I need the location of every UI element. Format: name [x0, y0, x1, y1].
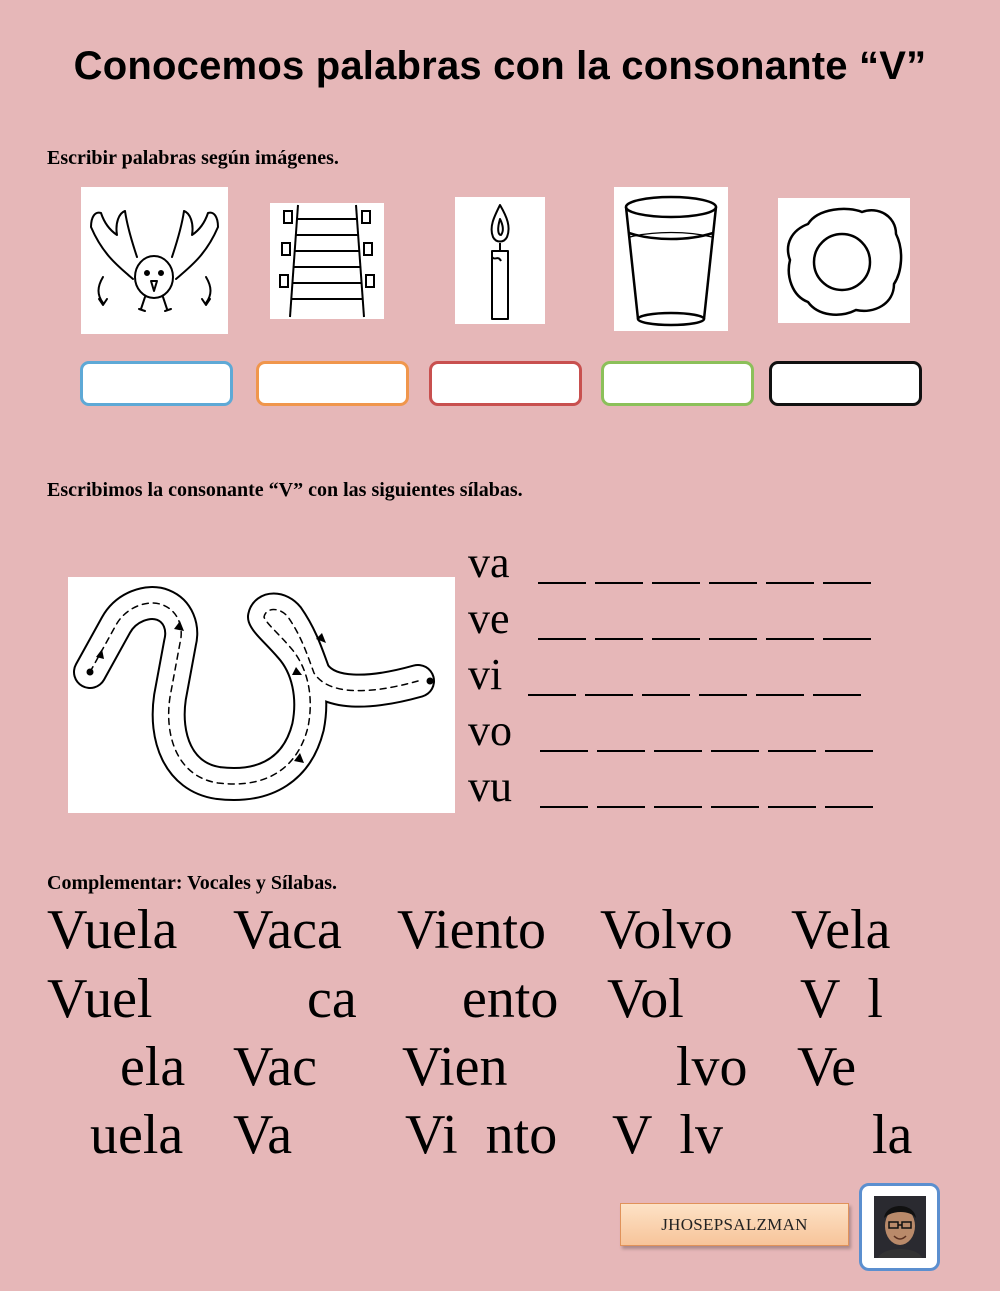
syllable-blank-line[interactable]: [823, 582, 871, 584]
syllable-blanks: [540, 806, 873, 814]
word-row: [0, 1102, 1000, 1168]
author-badge: JHOSEPSALZMAN: [620, 1203, 849, 1246]
syllable-blank-line[interactable]: [709, 582, 757, 584]
syllable-blank-line[interactable]: [597, 750, 645, 752]
syllable-blanks: [538, 582, 871, 590]
glass-image: [614, 187, 728, 331]
syllable-row: [468, 760, 873, 814]
syllable-blanks: [540, 750, 873, 758]
word-item: ela: [120, 1036, 186, 1098]
railway-image: [270, 203, 384, 319]
syllable-blank-line[interactable]: [813, 694, 861, 696]
syllable-blank-line[interactable]: [540, 750, 588, 752]
word-item: Vac: [233, 1036, 317, 1098]
word-item: Ve: [797, 1036, 857, 1098]
syllable-blank-line[interactable]: [538, 638, 586, 640]
syllable-label: ve: [468, 594, 510, 643]
word-item: ca: [307, 968, 357, 1030]
word-item: Vien: [402, 1036, 508, 1098]
railway-track-icon: [270, 203, 384, 319]
syllable-blank-line[interactable]: [825, 750, 873, 752]
syllable-blank-line[interactable]: [528, 694, 576, 696]
word-item: Vuel: [47, 968, 153, 1030]
syllable-row: [468, 536, 871, 590]
word-item: ento: [462, 968, 559, 1030]
word-item: Vi nto: [405, 1104, 558, 1166]
syllable-blank-line[interactable]: [756, 694, 804, 696]
answer-box-candle[interactable]: [429, 361, 582, 406]
syllable-blank-line[interactable]: [642, 694, 690, 696]
page-title: Conocemos palabras con la consonante “V”: [73, 44, 927, 88]
syllable-blanks: [528, 694, 861, 702]
syllable-blank-line[interactable]: [654, 806, 702, 808]
author-avatar: [859, 1183, 940, 1271]
syllable-label: vu: [468, 762, 512, 811]
word-item: la: [872, 1104, 913, 1166]
syllable-blank-line[interactable]: [768, 750, 816, 752]
answer-box-glass[interactable]: [601, 361, 754, 406]
syllable-blank-line[interactable]: [654, 750, 702, 752]
syllable-label: vo: [468, 706, 512, 755]
syllable-blank-line[interactable]: [652, 638, 700, 640]
answer-box-egg[interactable]: [769, 361, 922, 406]
word-item: Vela: [791, 899, 891, 961]
egg-image: [778, 198, 910, 323]
word-item: Volvo: [600, 899, 733, 961]
instruction-complete: Complementar: Vocales y Sílabas.: [47, 872, 337, 894]
instruction-write-syllables: Escribimos la consonante “V” con las siguientes sílabas.: [47, 479, 523, 501]
syllable-blank-line[interactable]: [766, 582, 814, 584]
syllable-blank-line[interactable]: [823, 638, 871, 640]
syllable-blank-line[interactable]: [711, 806, 759, 808]
bird-icon: [81, 187, 228, 334]
answer-box-bird[interactable]: [80, 361, 233, 406]
bird-image: [81, 187, 228, 334]
syllable-row: [468, 704, 873, 758]
word-item: Viento: [397, 899, 547, 961]
word-item: Vol: [607, 968, 684, 1030]
word-item: V l: [800, 968, 883, 1030]
word-item: V lv: [612, 1104, 723, 1166]
answer-box-railway[interactable]: [256, 361, 409, 406]
letter-v-trace-icon: [68, 577, 455, 813]
candle-image: [455, 197, 545, 324]
word-row: [0, 966, 1000, 1032]
word-item: Vuela: [47, 899, 178, 961]
syllable-blank-line[interactable]: [595, 638, 643, 640]
syllable-blank-line[interactable]: [825, 806, 873, 808]
syllable-label: va: [468, 538, 510, 587]
syllable-row: [468, 648, 861, 702]
syllable-blank-line[interactable]: [597, 806, 645, 808]
syllable-blank-line[interactable]: [711, 750, 759, 752]
syllable-blank-line[interactable]: [766, 638, 814, 640]
glass-icon: [614, 187, 728, 331]
word-item: Vaca: [233, 899, 342, 961]
syllable-blank-line[interactable]: [709, 638, 757, 640]
fried-egg-icon: [778, 198, 910, 323]
word-item: lvo: [676, 1036, 748, 1098]
syllable-label: vi: [468, 650, 503, 699]
syllable-row: [468, 592, 871, 646]
syllable-blank-line[interactable]: [699, 694, 747, 696]
candle-icon: [455, 197, 545, 324]
word-row: [0, 1034, 1000, 1100]
instruction-write-words: Escribir palabras según imágenes.: [47, 147, 339, 169]
syllable-blank-line[interactable]: [652, 582, 700, 584]
syllable-blanks: [538, 638, 871, 646]
word-item: Va: [233, 1104, 293, 1166]
person-avatar-icon: [874, 1196, 926, 1258]
letter-v-tracing-image: [68, 577, 455, 813]
word-item: uela: [90, 1104, 184, 1166]
syllable-blank-line[interactable]: [595, 582, 643, 584]
syllable-blank-line[interactable]: [768, 806, 816, 808]
word-row: [0, 897, 1000, 963]
syllable-blank-line[interactable]: [540, 806, 588, 808]
syllable-blank-line[interactable]: [585, 694, 633, 696]
syllable-blank-line[interactable]: [538, 582, 586, 584]
